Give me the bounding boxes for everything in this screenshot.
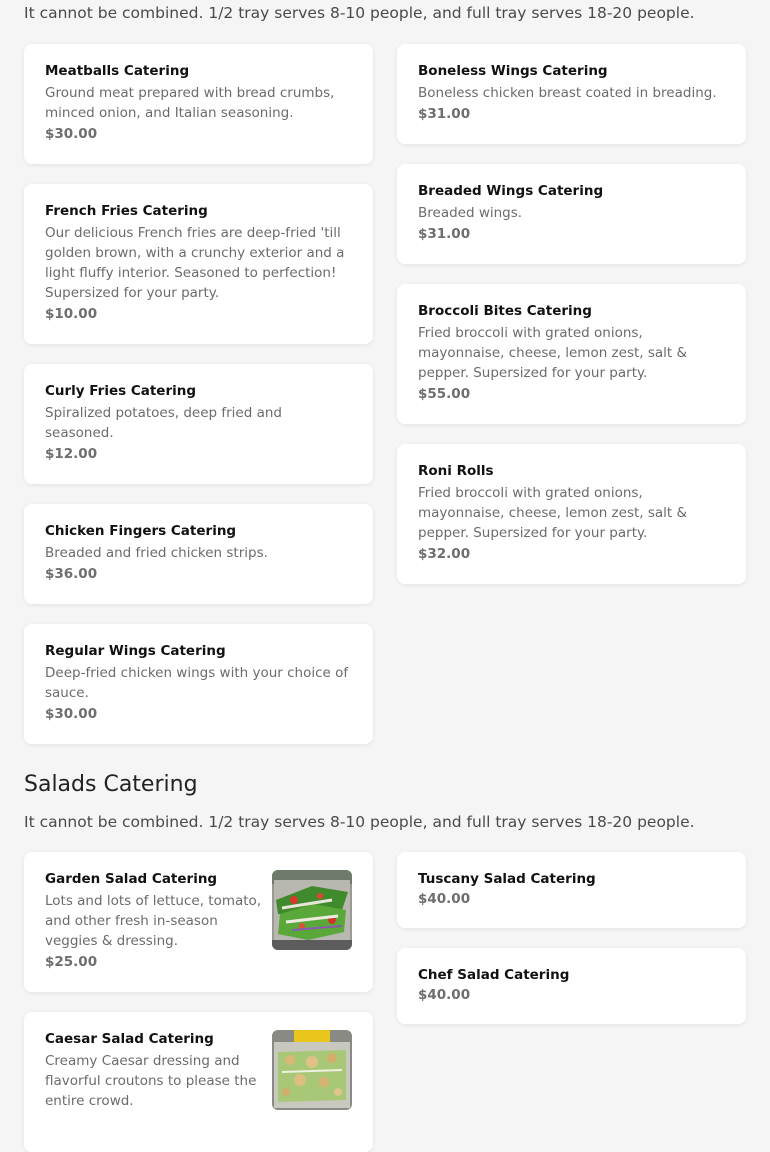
item-name: Breaded Wings Catering <box>418 183 604 199</box>
item-description: Lots and lots of lettuce, tomato, and other fresh in-season veggies & dressing. <box>45 893 262 949</box>
item-name: Regular Wings Catering <box>45 643 226 659</box>
item-name: Caesar Salad Catering <box>45 1031 214 1047</box>
item-price: $12.00 <box>45 446 98 462</box>
item-name: Roni Rolls <box>418 463 494 479</box>
menu-item-card[interactable] <box>397 164 746 264</box>
item-description: Deep-fried chicken wings with your choice of sauce. <box>45 665 349 701</box>
item-name: Boneless Wings Catering <box>418 63 608 79</box>
item-price: $36.00 <box>45 566 98 582</box>
item-price: $55.00 <box>418 386 471 402</box>
item-price: $10.00 <box>45 306 98 322</box>
item-price: $31.00 <box>418 106 471 122</box>
item-price: $40.00 <box>418 987 471 1003</box>
item-description: Breaded wings. <box>418 205 523 221</box>
item-description: Boneless chicken breast coated in breading. <box>418 85 717 101</box>
item-name: Curly Fries Catering <box>45 383 197 399</box>
item-price: $25.00 <box>45 954 98 970</box>
menu-item-card[interactable] <box>24 184 373 344</box>
item-name: Tuscany Salad Catering <box>418 871 596 887</box>
menu-item-card[interactable] <box>397 44 746 144</box>
item-price: $31.00 <box>418 226 471 242</box>
item-name: Chef Salad Catering <box>418 967 570 983</box>
section-note: It cannot be combined. 1/2 tray serves 8-10 people, and full tray serves 18-20 people. <box>24 813 695 831</box>
item-description: Fried broccoli with grated onions, mayonnaise, cheese, lemon zest, salt & pepper. Supersized for your party. <box>418 325 688 381</box>
menu-item-card[interactable] <box>24 1012 373 1152</box>
caesar-salad-image <box>272 1030 352 1110</box>
item-price: $30.00 <box>45 126 98 142</box>
section-title: Salads Catering <box>24 772 198 797</box>
item-description: Fried broccoli with grated onions, mayonnaise, cheese, lemon zest, salt & pepper. Supersized for your party. <box>418 485 688 541</box>
item-name: Meatballs Catering <box>45 63 190 79</box>
menu-item-card[interactable] <box>24 624 373 744</box>
item-description: Spiralized potatoes, deep fried and seasoned. <box>45 405 282 441</box>
menu-item-card[interactable] <box>24 44 373 164</box>
item-description: Ground meat prepared with bread crumbs, minced onion, and Italian seasoning. <box>45 85 335 121</box>
menu-item-card[interactable] <box>24 364 373 484</box>
menu-item-card[interactable] <box>397 948 746 1024</box>
menu-item-card[interactable] <box>24 504 373 604</box>
section-note: It cannot be combined. 1/2 tray serves 8-10 people, and full tray serves 18-20 people. <box>24 4 695 22</box>
item-price: $32.00 <box>418 546 471 562</box>
item-description: Our delicious French fries are deep-fried 'till golden brown, with a crunchy exterior and a light fluffy interior. Seasoned to perfection! Supersized for your party. <box>45 225 345 301</box>
item-description: Breaded and fried chicken strips. <box>45 545 268 561</box>
item-name: Chicken Fingers Catering <box>45 523 237 539</box>
item-name: French Fries Catering <box>45 203 208 219</box>
menu-item-card[interactable] <box>397 444 746 584</box>
garden-salad-image <box>272 870 352 950</box>
menu-item-card[interactable] <box>397 284 746 424</box>
item-name: Garden Salad Catering <box>45 871 218 887</box>
item-price: $40.00 <box>418 891 471 907</box>
menu-item-card[interactable] <box>397 852 746 928</box>
item-price: $30.00 <box>45 706 98 722</box>
menu-item-card[interactable] <box>24 852 373 992</box>
item-name: Broccoli Bites Catering <box>418 303 592 319</box>
item-description: Creamy Caesar dressing and flavorful croutons to please the entire crowd. <box>45 1053 257 1109</box>
